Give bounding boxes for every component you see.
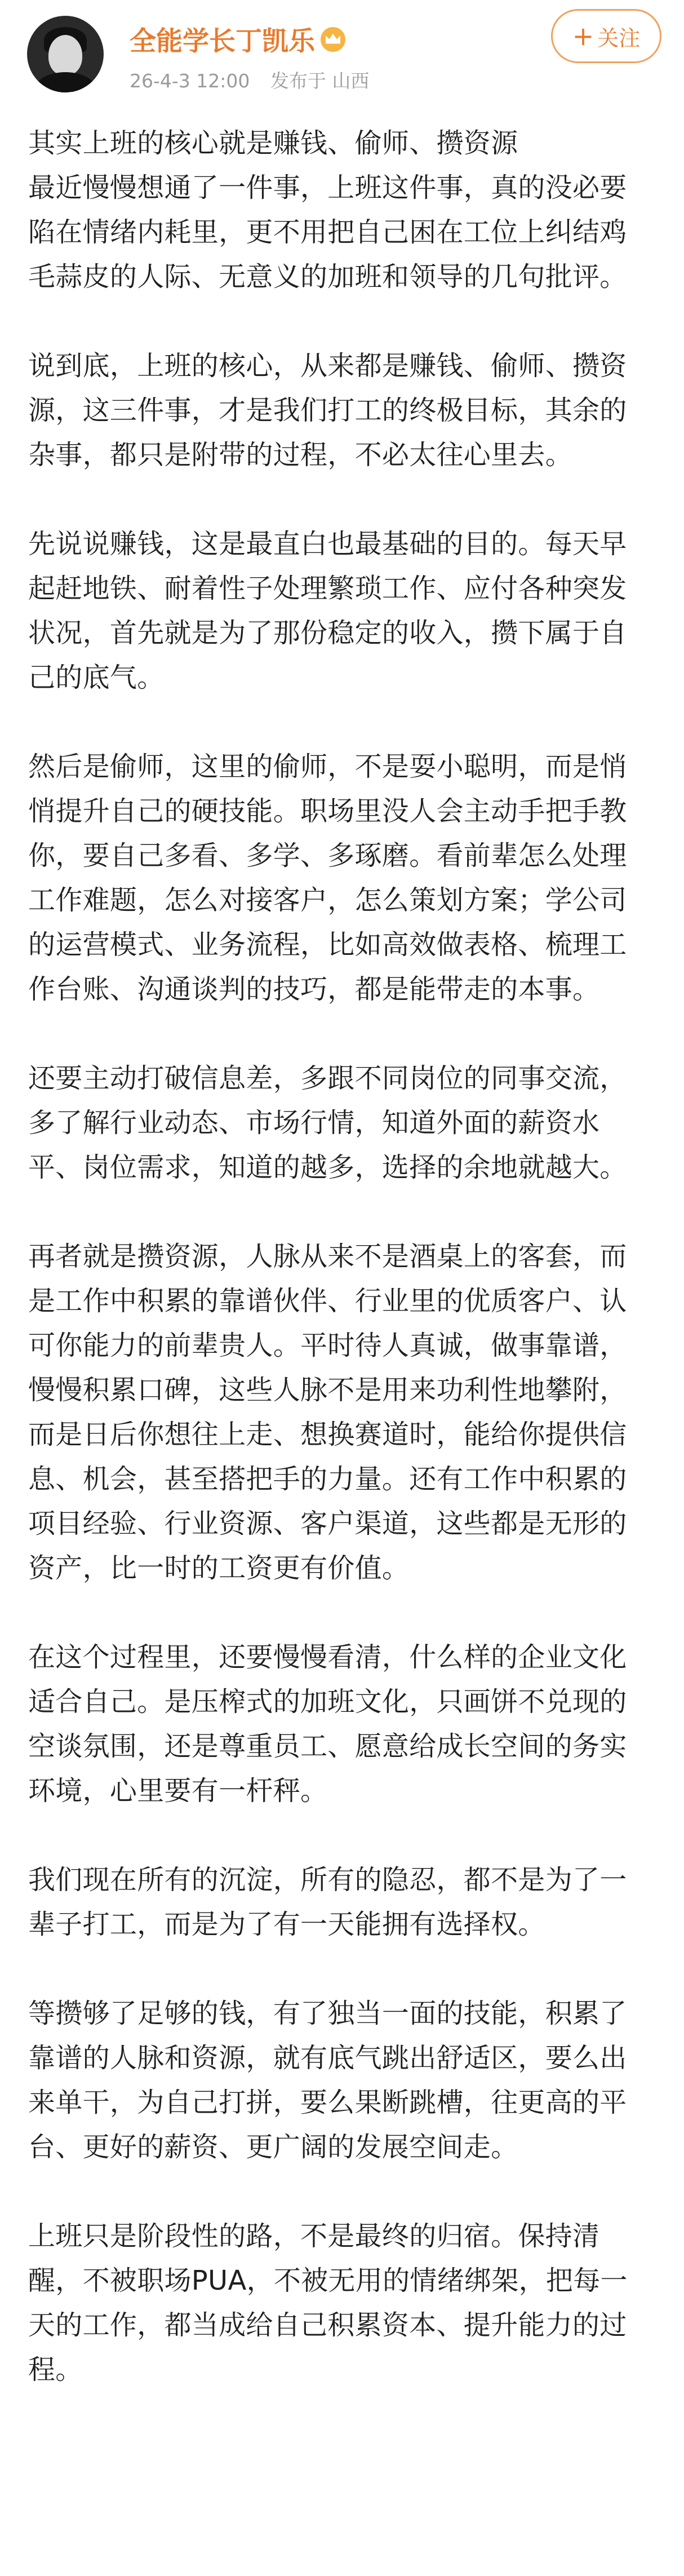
author-name-text[interactable]: 全能学长丁凯乐: [130, 26, 315, 57]
post-paragraph: 在这个过程里，还要慢慢看清，什么样的企业文化适合自己。是压榨式的加班文化，只画饼不兑现的空谈氛围，还是尊重员工、愿意给成长空间的务实环境，心里要有一杆秤。: [28, 1641, 627, 1807]
follow-label: 关注: [597, 25, 641, 51]
post-paragraph: 还要主动打破信息差，多跟不同岗位的同事交流，多了解行业动态、市场行情，知道外面的薪资水平、岗位需求，知道的越多，选择的余地就越大。: [28, 1063, 627, 1183]
post-paragraph: 其实上班的核心就是赚钱、偷师、攒资源: [28, 127, 518, 159]
post-paragraph: 再者就是攒资源，人脉从来不是酒桌上的客套，而是工作中积累的靠谱伙伴、行业里的优质客户、认可你能力的前辈贵人。平时待人真诚，做事靠谱，慢慢积累口碑，这些人脉不是用来功利性地攀附，而是日后你想往上走、想换赛道时，能给你提供信息、机会，甚至搭把手的力量。还有工作中积累的项目经验、行业资源、客户渠道，这些都是无形的资产，比一时的工资更有价值。: [28, 1241, 627, 1584]
avatar-body: [35, 72, 96, 92]
crown-icon: [321, 27, 345, 52]
post-paragraph: 然后是偷师，这里的偷师，不是耍小聪明，而是悄悄提升自己的硬技能。职场里没人会主动手把手教你，要自己多看、多学、多琢磨。看前辈怎么处理工作难题，怎么对接客户，怎么策划方案；学公司的运营模式、业务流程，比如高效做表格、梳理工作台账、沟通谈判的技巧，都是能带走的本事。: [28, 751, 627, 1005]
avatar-face: [48, 35, 82, 76]
post-date: 26-4-3 12:00: [130, 70, 250, 92]
post-paragraph: 说到底，上班的核心，从来都是赚钱、偷师、攒资源，这三件事，才是我们打工的终极目标，其余的杂事，都只是附带的过程，不必太往心里去。: [28, 350, 627, 471]
post-meta: [130, 67, 384, 93]
post-paragraph: 我们现在所有的沉淀，所有的隐忍，都不是为了一辈子打工，而是为了有一天能拥有选择权。: [28, 1864, 627, 1940]
post-paragraph: 等攒够了足够的钱，有了独当一面的技能，积累了靠谱的人脉和资源，就有底气跳出舒适区，要么出来单干，为自己打拼，要么果断跳槽，往更高的平台、更好的薪资、更广阔的发展空间走。: [28, 1998, 627, 2163]
post-header: [0, 0, 684, 121]
post-body: [0, 121, 684, 2392]
post-paragraph: 上班只是阶段性的路，不是最终的归宿。保持清醒，不被职场PUA，不被无用的情绪绑架，把每一天的工作，都当成给自己积累资本、提升能力的过程。: [28, 2220, 628, 2385]
plus-icon: +: [572, 21, 594, 51]
post-location: 发布于 山西: [270, 70, 370, 92]
follow-button[interactable]: [551, 9, 661, 63]
author-name[interactable]: [130, 20, 345, 58]
post-paragraph: 先说说赚钱，这是最直白也最基础的目的。每天早起赶地铁、耐着性子处理繁琐工作、应付各种突发状况，首先就是为了那份稳定的收入，攒下属于自己的底气。: [28, 528, 627, 693]
avatar[interactable]: [27, 16, 104, 92]
post-paragraph: 最近慢慢想通了一件事，上班这件事，真的没必要陷在情绪内耗里，更不用把自己困在工位上纠结鸡毛蒜皮的人际、无意义的加班和领导的几句批评。: [28, 172, 627, 293]
